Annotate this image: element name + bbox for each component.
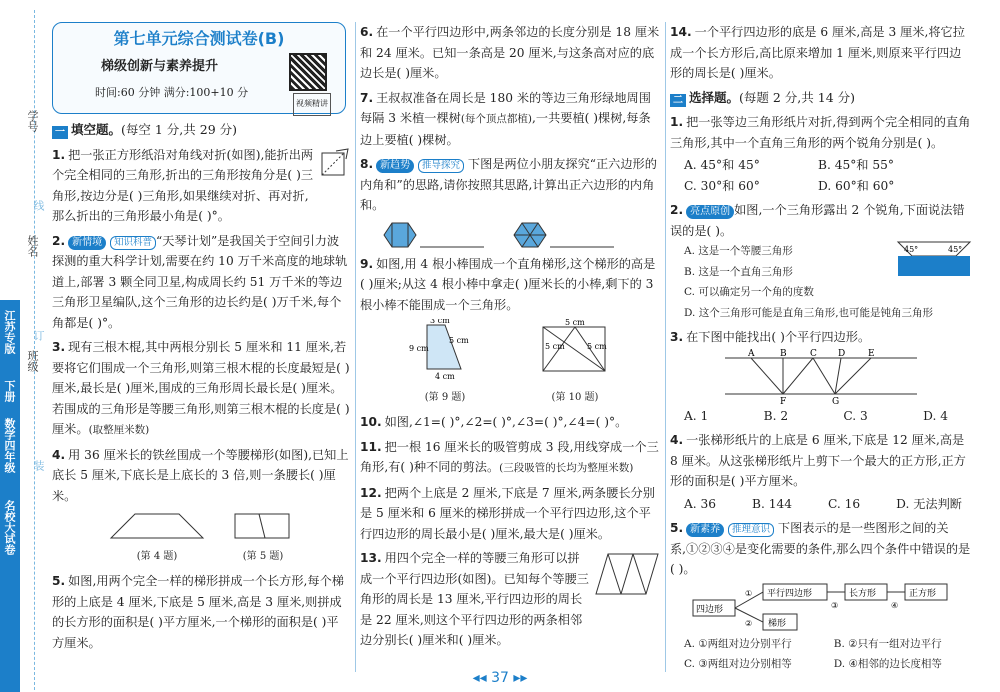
section-title: 选择题。	[689, 89, 740, 105]
question-1	[52, 145, 350, 227]
question-text: 用 36 厘米长的铁丝围成一个等腰梯形(如图),已知上底长 5 厘米,下底长是上底长的 3 倍,则一条腰长( )厘米。	[52, 447, 349, 503]
option-d[interactable]: D. 60°和 60°	[818, 178, 895, 193]
question-number: 7.	[360, 90, 374, 105]
diagram-node: 梯形	[768, 618, 787, 629]
option-b[interactable]: B. ②只有一组对边平行	[833, 637, 942, 650]
question-number: 13.	[360, 551, 382, 565]
student-id-label: 学号	[26, 110, 39, 132]
choice-2	[670, 200, 972, 323]
hidden-triangle-figure	[896, 240, 972, 278]
point-label: E	[868, 348, 875, 359]
question-12	[360, 483, 660, 545]
binding-margin	[0, 0, 45, 692]
point-label: G	[832, 396, 840, 404]
question-number: 6.	[360, 25, 374, 39]
question-2	[52, 231, 350, 334]
subject-label: 数学四年级	[3, 418, 16, 473]
question-text: 在一个平行四边形中,两条邻边的长度分别是 18 厘米和 24 厘米。已知一条高是 20 厘米,与这条高对应的底边长是( )厘米。	[360, 25, 660, 80]
option-c[interactable]: C. 3	[843, 408, 868, 423]
condition-mark: ④	[891, 600, 899, 610]
question-text: 现有三根木棍,其中两根分别长 5 厘米和 11 厘米,若要将它们围成一个三角形,则第三根木棍的长度最短是( )厘米,最长是( )厘米,围成的三角形周长最长是( )厘米。若围成的三角形是等腰三角形,则第三根木棍的长度是( )厘米。	[52, 340, 350, 436]
question-6	[360, 22, 660, 84]
question-text: 如图,用 4 根小棒围成一个直角梯形,这个梯形的高是( )厘米;从这 4 根小棒中拿走( )厘米长的小棒,剩下的 3 根小棒不能围成一个三角形。	[360, 256, 656, 312]
class-label: 班级	[26, 350, 39, 372]
point-label: F	[780, 396, 787, 404]
folded-square-figure	[320, 147, 350, 177]
tag-badge: 新情境	[68, 236, 106, 250]
term-label: 下册	[3, 380, 16, 402]
question-number: 3.	[52, 340, 66, 354]
question-number: 12.	[360, 485, 382, 500]
question-text: 下图表示的是一些图形之间的关系,①②③④是变化需要的条件,那么四个条件中错误的是( )。	[670, 521, 971, 576]
section-marker: 一	[52, 126, 68, 139]
series-strip	[0, 300, 20, 692]
option-a[interactable]: A. 1	[684, 408, 709, 423]
question-number: 2.	[670, 203, 684, 217]
side-label: 5 cm	[565, 319, 585, 327]
parallel-lines-figure	[721, 348, 921, 404]
question-text: 如图,∠1=( )°,∠2=( )°,∠3=( )°,∠4=( )°。	[384, 415, 628, 429]
question-note: (三段吸管的长均为整厘米数)	[499, 462, 634, 474]
option-b[interactable]: B. 这是一个直角三角形	[684, 265, 793, 278]
question-text: 下图是两位小朋友探究“正六边形的内角和”的思路,请你按照其思路,计算出正六边形的内角和。	[360, 157, 657, 212]
tag-badge: 亮点原创	[686, 205, 734, 219]
diagram-node: 长方形	[849, 588, 877, 599]
page-footer: ◂◂ 37 ▸▸	[472, 670, 528, 686]
figure-caption: (第 9 题)	[424, 391, 466, 403]
page-number: 37	[491, 670, 509, 686]
page-title: 第七单元综合测试卷(B)	[113, 29, 285, 48]
option-a[interactable]: A. 36	[684, 496, 717, 511]
figure-caption: (第 5 题)	[242, 550, 284, 562]
side-label: 4 cm	[435, 372, 455, 381]
point-label: D	[838, 348, 846, 359]
question-text: “天琴计划”是我国关于空间引力波探测的重大科学计划,需要在约 10 万千米高度的地球轨道上,部署 3 颗全同卫星,构成周长约 51 万千米的等边三角形卫星编队,这个三角形的边长约是( )万千米,每个角都是( )°。	[52, 233, 348, 330]
question-number: 11.	[360, 439, 382, 454]
option-a[interactable]: A. 这是一个等腰三角形	[684, 245, 793, 257]
edition-label: 江苏专版	[3, 310, 16, 354]
option-c[interactable]: C. 30°和 60°	[684, 178, 760, 193]
option-d[interactable]: D. 这个三角形可能是直角三角形,也可能是钝角三角形	[684, 306, 934, 319]
question-14	[670, 22, 972, 84]
choice-4	[670, 430, 972, 514]
section-note: (每空 1 分,共 29 分)	[121, 122, 237, 137]
tag-badge: 知识科普	[110, 236, 156, 250]
choice-1	[670, 112, 972, 196]
hexagon-figure-1	[376, 220, 486, 250]
condition-mark: ③	[831, 600, 839, 610]
cut-mark: 订	[32, 330, 45, 341]
question-11	[360, 437, 660, 479]
question-13	[360, 548, 660, 651]
side-label: 3 cm	[430, 319, 450, 325]
qr-label: 视频精讲	[293, 93, 331, 116]
option-b[interactable]: B. 2	[763, 408, 789, 423]
qr-code[interactable]	[289, 53, 327, 91]
question-number: 8.	[360, 157, 374, 171]
option-d[interactable]: D. 无法判断	[896, 496, 962, 511]
question-8	[360, 154, 660, 216]
figures-9-10	[360, 319, 660, 408]
column-divider	[665, 22, 666, 672]
option-d[interactable]: D. 4	[923, 408, 948, 423]
parallelogram-triangles-figure	[594, 552, 660, 596]
question-3	[52, 337, 350, 441]
option-c[interactable]: C. 16	[828, 496, 861, 511]
question-number: 5.	[52, 574, 66, 588]
cut-mark: 线	[32, 200, 45, 211]
question-note: (取整厘米数)	[88, 424, 150, 436]
hexagon-figures	[376, 220, 660, 250]
side-label: 5 cm	[545, 342, 565, 351]
question-text: 如图,一个三角形露出 2 个锐角,下面说法错误的是( )。	[670, 203, 965, 238]
hexagon-figure-2	[506, 220, 616, 250]
time-score: 时间:60 分钟 满分:100+10 分	[95, 86, 249, 99]
cut-mark: 装	[32, 460, 45, 471]
condition-mark: ①	[745, 588, 753, 598]
condition-mark: ②	[745, 618, 753, 628]
angle-label: 45°	[948, 245, 963, 254]
question-4	[52, 445, 350, 507]
name-label: 姓名	[26, 235, 39, 257]
side-label: 9 cm	[409, 344, 429, 353]
question-text: 一个平行四边形的底是 6 厘米,高是 3 厘米,将它拉成一个长方形后,高比原来增加 1 厘米,则原来平行四边形的周长是( )厘米。	[670, 25, 965, 80]
figures-4-5	[52, 510, 350, 567]
question-number: 1.	[52, 147, 66, 162]
diagram-node: 平行四边形	[767, 588, 813, 599]
right-trapezoid-figure	[405, 319, 485, 381]
figure-caption: (第 10 题)	[551, 391, 599, 403]
trapezoid-figure	[109, 510, 205, 540]
point-label: A	[748, 348, 755, 359]
question-note: (每个顶点都植)	[460, 113, 533, 125]
diagram-node: 正方形	[909, 588, 937, 599]
question-number: 4.	[52, 447, 66, 462]
angle-label: 45°	[904, 245, 919, 254]
question-number: 9.	[360, 256, 374, 271]
question-text: 用四个完全一样的等腰三角形可以拼成一个平行四边形(如图)。已知每个等腰三角形的周长是 13 厘米,平行四边形的周长是 22 厘米,则这个平行四边形的两条相邻边分别长( )厘米和( )厘米。	[360, 551, 589, 647]
question-10	[360, 412, 660, 433]
section-title: 填空题。	[71, 122, 122, 137]
side-label: 5 cm	[449, 336, 469, 345]
question-number: 5.	[670, 521, 684, 535]
question-number: 2.	[52, 233, 66, 248]
question-text: 在下图中能找出( )个平行四边形。	[686, 330, 871, 344]
option-d[interactable]: D. ④相邻的边长度相等	[833, 658, 942, 670]
figure-caption: (第 4 题)	[136, 550, 178, 562]
section-heading	[52, 120, 350, 141]
question-text: 如图,用两个完全一样的梯形拼成一个长方形,每个梯形的上底是 4 厘米,下底是 5 厘米,高是 3 厘米,则拼成的长方形的面积是( )平方厘米,一个梯形的面积是( )平方厘米。	[52, 574, 344, 650]
option-c[interactable]: C. ③两组对边分别相等	[684, 658, 792, 670]
point-label: B	[780, 348, 787, 359]
point-label: C	[810, 348, 817, 359]
tag-badge: 新素养	[686, 523, 724, 537]
column-2	[360, 22, 660, 655]
rectangle-figure	[233, 510, 293, 540]
column-1	[52, 22, 350, 657]
series-label: 名校大试卷	[3, 500, 16, 555]
title-box	[52, 22, 346, 114]
subtitle: 梯级创新与素养提升	[101, 59, 219, 74]
choice-5	[670, 518, 972, 675]
question-number: 14.	[670, 25, 692, 39]
question-text: 把一张正方形纸沿对角线对折(如图),能折出两个完全相同的三角形,折出的三角形按角分是( )三角形,按边分是( )三角形,如果继续对折、再对折,那么折出的三角形最小角是( )°。	[52, 147, 314, 223]
section-marker: 二	[670, 94, 686, 107]
tag-badge: 新趋势	[376, 159, 414, 173]
question-7	[360, 88, 660, 151]
question-text: 把一张等边三角形纸片对折,得到两个完全相同的直角三角形,其中一个直角三角形的两个锐角分别是( )。	[670, 115, 971, 150]
question-text: 把一根 16 厘米长的吸管剪成 3 段,用线穿成一个三角形,有( )种不同的剪法。	[360, 439, 659, 474]
question-9	[360, 254, 660, 316]
column-divider	[355, 22, 356, 672]
tag-badge: 推导探究	[418, 159, 464, 173]
shape-relation-diagram	[691, 582, 951, 632]
diagram-node: 四边形	[696, 604, 724, 615]
question-5	[52, 571, 350, 653]
question-number: 4.	[670, 433, 684, 447]
section-heading	[670, 88, 972, 109]
question-text: 把两个上底是 2 厘米,下底是 7 厘米,两条腰长分别是 5 厘米和 6 厘米的梯形拼成一个平行四边形,这个平行四边形的周长最小是( )厘米,最大是( )厘米。	[360, 485, 655, 541]
rectangle-angles-figure	[535, 319, 615, 381]
tag-badge: 推理意识	[728, 523, 774, 537]
question-number: 1.	[670, 115, 684, 129]
question-text: 一张梯形纸片的上底是 6 厘米,下底是 12 厘米,高是 8 厘米。从这张梯形纸片上剪下一个最大的正方形,正方形的面积是( )平方厘米。	[670, 433, 966, 488]
option-c[interactable]: C. 可以确定另一个角的度数	[684, 286, 814, 298]
option-a[interactable]: A. ①两组对边分别平行	[684, 637, 792, 650]
section-note: (每题 2 分,共 14 分)	[739, 89, 855, 105]
option-a[interactable]: A. 45°和 45°	[684, 158, 760, 172]
question-number: 10.	[360, 415, 382, 429]
option-b[interactable]: B. 45°和 55°	[818, 158, 894, 172]
column-3	[670, 22, 972, 679]
question-number: 3.	[670, 330, 684, 344]
question-text: 王叔叔准备在周长是 180 米的等边三角形绿地周围每隔 3 米植一棵树	[360, 90, 651, 125]
choice-3	[670, 327, 972, 426]
option-b[interactable]: B. 144	[752, 496, 793, 511]
question-text: ,一共要植( )棵树,每条边上要植( )棵树。	[360, 111, 651, 147]
side-label: 5 cm	[587, 342, 607, 351]
